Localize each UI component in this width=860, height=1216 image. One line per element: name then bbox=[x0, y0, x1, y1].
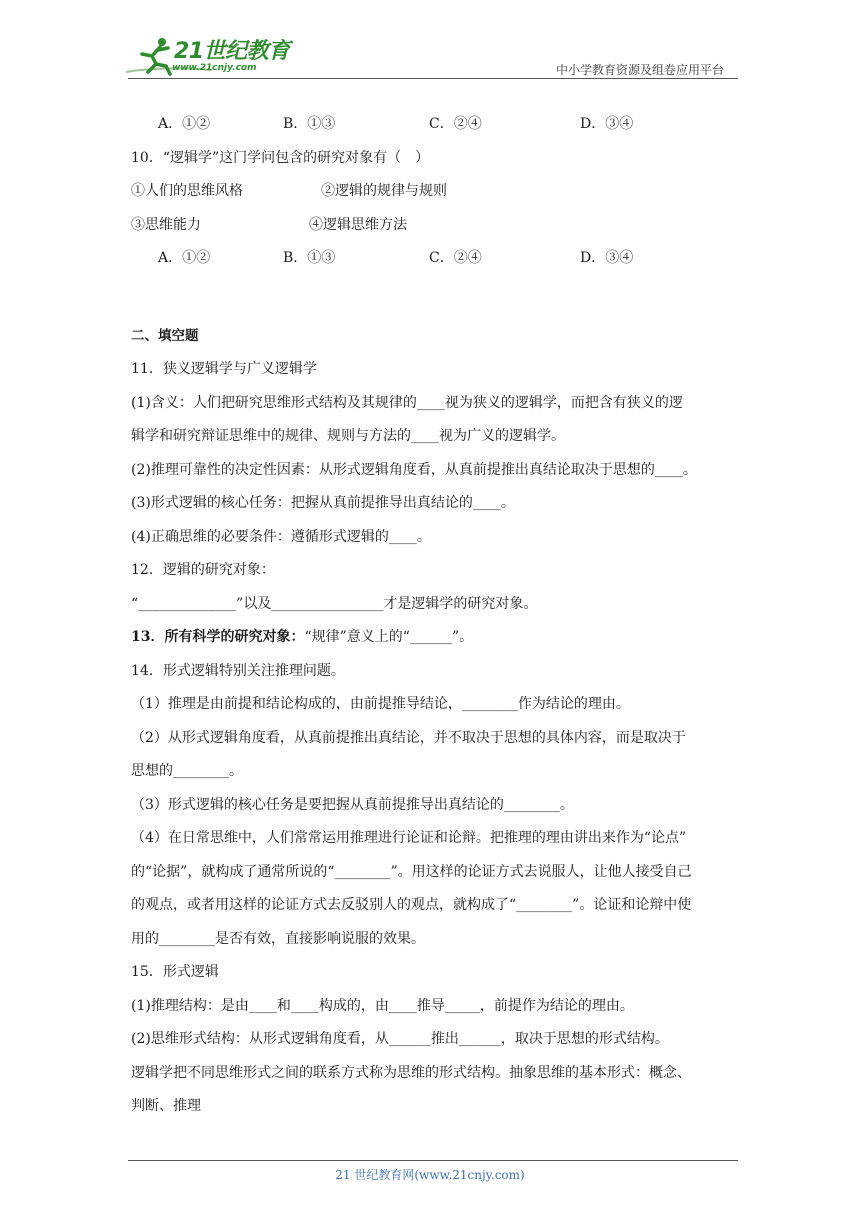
q14-line: （3）形式逻辑的核心任务是要把握从真前提推导出真结论的________。 bbox=[131, 796, 574, 813]
q11-line: (4)正确思维的必要条件：遵循形式逻辑的____。 bbox=[131, 528, 431, 545]
q11-line: 辑学和研究辩证思维中的规律、规则与方法的____视为广义的逻辑学。 bbox=[131, 428, 565, 444]
option-c: C．②④ bbox=[429, 116, 482, 132]
q13-text: “规律”意义上的“______”。 bbox=[304, 629, 474, 645]
option-d: D．③④ bbox=[580, 116, 634, 132]
q15-line: 逻辑学把不同思维形式之间的联系方式称为思维的形式结构。抽象思维的基本形式：概念、 bbox=[131, 1064, 691, 1081]
q14-line: 的观点，或者用这样的论证方式去反驳别人的观点，就构成了“________”。论证和论辩中使 bbox=[131, 897, 692, 913]
q11-line: (1)含义：人们把研究思维形式结构及其规律的____视为狭义的逻辑学，而把含有狭义的逻 bbox=[131, 394, 683, 411]
q10-item-4: ④逻辑思维方法 bbox=[309, 216, 407, 233]
option-d: D．③④ bbox=[580, 250, 634, 266]
q13-bold-label: 13．所有科学的研究对象： bbox=[131, 629, 305, 645]
logo-url: www.21cnjy.com bbox=[172, 63, 257, 73]
q11-line: (3)形式逻辑的核心任务：把握从真前提推导出真结论的____。 bbox=[131, 495, 515, 511]
q12-title: 12．逻辑的研究对象： bbox=[131, 562, 275, 578]
q13-line bbox=[131, 621, 731, 655]
footer-divider bbox=[128, 1160, 738, 1161]
option-b: B．①③ bbox=[283, 116, 336, 132]
q14-line: 的“论据”，就构成了通常所说的“________”。用这样的论证方式去说服人，让他人接受自己 bbox=[131, 863, 692, 880]
logo-text: 21世纪教育 bbox=[174, 39, 290, 64]
option-a: A．①② bbox=[158, 250, 211, 266]
option-c: C．②④ bbox=[429, 250, 482, 266]
header-title: 中小学教育资源及组卷应用平台 bbox=[555, 63, 724, 77]
header-divider bbox=[128, 78, 738, 79]
q10-items-row1 bbox=[131, 175, 731, 209]
option-b: B．①③ bbox=[283, 250, 336, 266]
q14-line: （2）从形式逻辑角度看，从真前提推出真结论，并不取决于思想的具体内容，而是取决于 bbox=[131, 729, 686, 746]
q14-line: （1）推理是由前提和结论构成的，由前提推导结论，________作为结论的理由。 bbox=[131, 696, 630, 712]
q14-line: （4）在日常思维中，人们常常运用推理进行论证和论辩。把推理的理由讲出来作为“论点” bbox=[131, 830, 687, 846]
q15-line: 判断、推理 bbox=[131, 1098, 201, 1114]
q11-title: 11．狭义逻辑学与广义逻辑学 bbox=[131, 361, 317, 377]
q10-item-2: ②逻辑的规律与规则 bbox=[321, 183, 447, 199]
q10-item-1: ①人们的思维风格 bbox=[131, 183, 243, 199]
q10-items-row2 bbox=[131, 209, 731, 243]
q10-item-3: ③思维能力 bbox=[131, 216, 201, 233]
q14-line: 思想的________。 bbox=[131, 763, 243, 779]
page-header bbox=[0, 0, 860, 80]
q10-options bbox=[131, 242, 731, 276]
page-content bbox=[131, 108, 731, 1124]
q15-line: (1)推理结构：是由____和____构成的，由____推导_____，前提作为结论的理由。 bbox=[131, 997, 634, 1014]
q10-stem: 10．“逻辑学”这门学问包含的研究对象有（ ） bbox=[131, 149, 430, 166]
q15-title: 15．形式逻辑 bbox=[131, 964, 219, 980]
q14-line: 用的________是否有效，直接影响说服的效果。 bbox=[131, 930, 425, 947]
q12-line: “______________”以及________________才是逻辑学的研究对象。 bbox=[131, 595, 538, 612]
option-a: A．①② bbox=[158, 116, 211, 132]
q11-line: (2)推理可靠性的决定性因素：从形式逻辑角度看，从真前提推出真结论取决于思想的____。 bbox=[131, 461, 697, 478]
q14-title: 14．形式逻辑特别关注推理问题。 bbox=[131, 662, 345, 679]
page-footer: 21 世纪教育网(www.21cnjy.com) bbox=[335, 1168, 525, 1182]
q15-line: (2)思维形式结构：从形式逻辑角度看，从______推出______，取决于思想的形式结构。 bbox=[131, 1031, 669, 1047]
q9-options bbox=[131, 108, 731, 142]
section-title: 二、填空题 bbox=[131, 327, 199, 344]
